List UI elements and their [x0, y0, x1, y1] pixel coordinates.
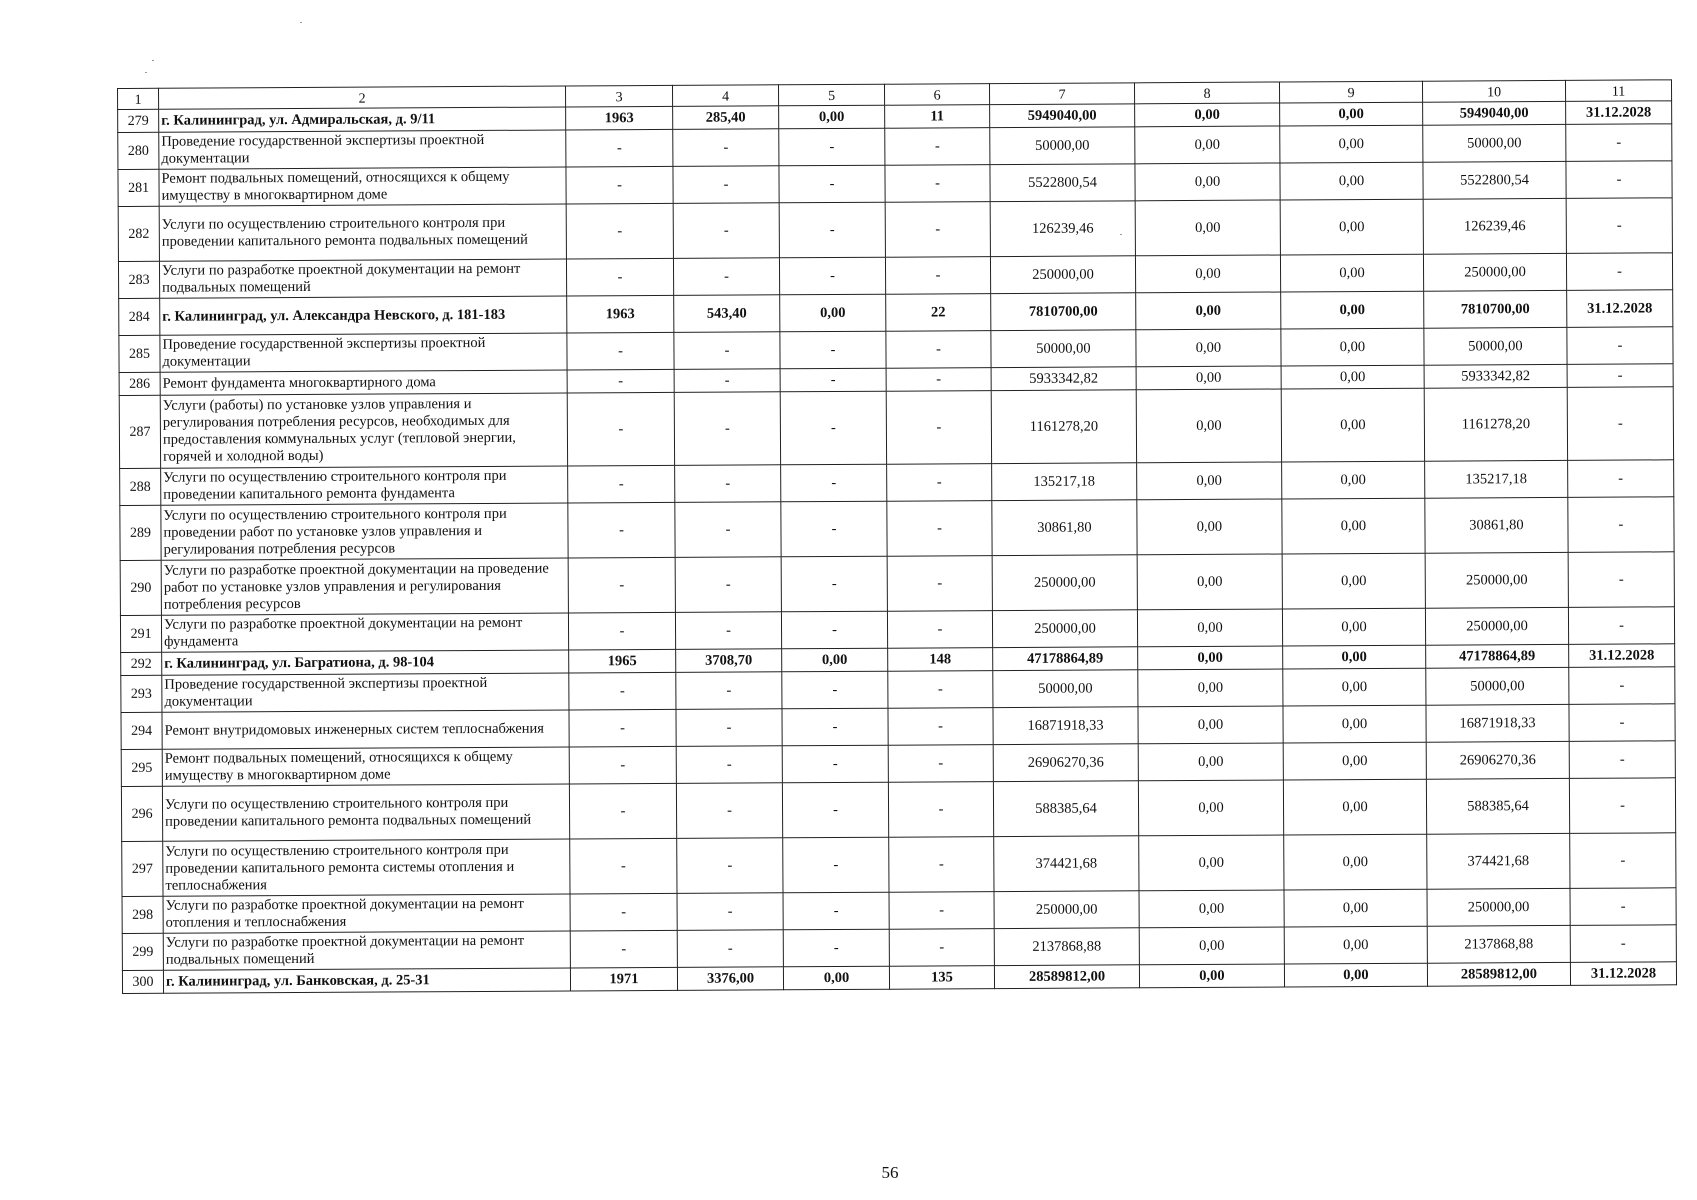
owners-funds-cell: 126239,46	[1423, 198, 1566, 254]
total-cost-cell: 588385,64	[993, 781, 1138, 837]
work-row	[120, 552, 1674, 616]
row-number-cell: 286	[119, 372, 160, 395]
work-row	[119, 387, 1673, 469]
build-year-cell: 1963	[566, 106, 673, 130]
total-cost-cell: 250000,00	[992, 555, 1137, 611]
residential-area-cell: -	[780, 331, 886, 369]
row-number-cell: 285	[119, 335, 160, 372]
total-area-cell: -	[673, 166, 779, 204]
row-number-cell: 282	[118, 206, 159, 261]
owners-funds-cell: 30861,80	[1425, 497, 1568, 553]
residential-area-cell: -	[782, 671, 888, 709]
total-area-cell: -	[676, 672, 782, 710]
build-year-cell: -	[569, 672, 676, 710]
owners-funds-cell: 50000,00	[1426, 667, 1569, 705]
build-year-cell: -	[567, 332, 674, 370]
owners-funds-cell: 135217,18	[1425, 460, 1568, 498]
build-year-cell: -	[570, 930, 677, 968]
residents-count-cell: -	[885, 128, 990, 166]
completion-date-cell: -	[1570, 833, 1676, 889]
completion-date-cell: -	[1567, 364, 1673, 388]
row-number-cell: 290	[120, 560, 161, 615]
row-number-cell: 296	[121, 786, 162, 841]
total-cost-cell: 50000,00	[991, 330, 1136, 368]
fund-support-cell: 0,00	[1136, 329, 1281, 367]
total-cost-cell: 7810700,00	[991, 293, 1136, 331]
work-description-cell: Ремонт внутридомовых инженерных систем теплоснабжения	[162, 710, 569, 749]
residents-count-cell: -	[887, 556, 992, 612]
work-description-cell: Ремонт подвальных помещений, относящихся к общему имуществу в многоквартирном доме	[162, 747, 569, 786]
work-description-cell: Услуги по разработке проектной документации на ремонт подвальных помещений	[159, 259, 566, 298]
residential-area-cell: 0,00	[779, 105, 885, 129]
residential-area-cell: -	[779, 202, 885, 258]
owners-funds-cell: 374421,68	[1427, 833, 1570, 889]
work-description-cell: Услуги по осуществлению строительного контроля при проведении капитального ремонта системы отопления и теплоснабжения	[163, 839, 570, 896]
budget-funds-cell: 0,00	[1282, 553, 1425, 609]
fund-support-cell: 0,00	[1138, 646, 1283, 670]
column-number: 3	[565, 85, 672, 107]
work-description-cell: Проведение государственной экспертизы проектной документации	[159, 130, 566, 169]
table-body	[118, 80, 1677, 994]
total-cost-cell: 50000,00	[990, 127, 1135, 165]
residential-area-cell: -	[783, 892, 889, 930]
total-area-cell: -	[674, 332, 780, 370]
build-year-cell: -	[570, 893, 677, 931]
residential-area-cell: 0,00	[780, 294, 886, 332]
total-area-cell: -	[674, 392, 780, 466]
residential-area-cell: -	[780, 391, 886, 465]
completion-date-cell: -	[1568, 497, 1674, 553]
owners-funds-cell: 1161278,20	[1424, 387, 1567, 461]
page-number: 56	[881, 1163, 899, 1182]
row-number-cell: 293	[121, 675, 162, 712]
total-area-cell: -	[675, 502, 781, 558]
fund-support-cell: 0,00	[1139, 890, 1284, 928]
completion-date-cell: -	[1567, 387, 1673, 461]
budget-funds-cell: 0,00	[1284, 963, 1427, 987]
work-description-cell: Услуги (работы) по установке узлов управления и регулирования потребления ресурсов, необходимых для предоставления коммунальных услуг (тепловой энергии, горячей и холодной воды)	[160, 393, 567, 468]
owners-funds-cell: 5933342,82	[1424, 364, 1567, 388]
residential-area-cell: -	[779, 257, 885, 295]
fund-support-cell: 0,00	[1138, 780, 1283, 836]
budget-funds-cell: 0,00	[1283, 742, 1426, 780]
residents-count-cell: 22	[886, 294, 991, 332]
owners-funds-cell: 50000,00	[1423, 124, 1566, 162]
work-description-cell: Проведение государственной экспертизы проектной документации	[162, 673, 569, 712]
completion-date-cell: -	[1567, 327, 1673, 365]
completion-date-cell: -	[1569, 741, 1675, 779]
column-number: 5	[778, 84, 884, 106]
budget-funds-cell: 0,00	[1282, 461, 1425, 499]
work-row	[120, 497, 1674, 561]
residential-area-cell: 0,00	[783, 966, 889, 990]
work-row	[118, 198, 1672, 262]
residents-count-cell: -	[887, 501, 992, 557]
total-area-cell: 3708,70	[676, 649, 782, 673]
owners-funds-cell: 16871918,33	[1426, 704, 1569, 742]
work-description-cell: Услуги по разработке проектной документации на ремонт подвальных помещений	[163, 931, 570, 970]
completion-date-cell: 31.12.2028	[1570, 962, 1676, 986]
row-number-cell: 291	[120, 615, 161, 652]
build-year-cell: 1965	[569, 649, 676, 673]
work-row	[121, 778, 1675, 842]
residential-area-cell: -	[780, 368, 886, 392]
completion-date-cell: -	[1569, 778, 1675, 834]
total-area-cell: -	[673, 258, 779, 296]
residents-count-cell: -	[885, 202, 990, 258]
residential-area-cell: -	[783, 929, 889, 967]
row-number-cell: 279	[118, 109, 159, 132]
total-cost-cell: 28589812,00	[994, 965, 1139, 989]
row-number-cell: 289	[120, 505, 161, 560]
owners-funds-cell: 588385,64	[1426, 778, 1569, 834]
residential-area-cell: -	[781, 611, 887, 649]
fund-support-cell: 0,00	[1137, 554, 1282, 610]
owners-funds-cell: 250000,00	[1427, 888, 1570, 926]
row-number-cell: 288	[120, 468, 161, 505]
column-number: 9	[1279, 81, 1422, 103]
residential-area-cell: 0,00	[782, 648, 888, 672]
residents-count-cell: 11	[885, 105, 990, 129]
fund-support-cell: 0,00	[1135, 163, 1280, 201]
budget-funds-cell: 0,00	[1281, 365, 1424, 389]
budget-funds-cell: 0,00	[1281, 388, 1424, 462]
residents-count-cell: -	[888, 745, 993, 783]
residents-count-cell: -	[888, 708, 993, 746]
build-year-cell: -	[566, 166, 673, 204]
renovation-works-table	[117, 79, 1677, 994]
total-area-cell: 285,40	[673, 106, 779, 130]
residential-area-cell: -	[781, 464, 887, 502]
total-area-cell: -	[676, 746, 782, 784]
budget-funds-cell: 0,00	[1280, 102, 1423, 126]
completion-date-cell: -	[1566, 253, 1672, 291]
work-description-cell: Услуги по осуществлению строительного контроля при проведении капитального ремонта подвальных помещений	[159, 204, 566, 261]
fund-support-cell: 0,00	[1139, 927, 1284, 965]
completion-date-cell: -	[1566, 124, 1672, 162]
budget-funds-cell: 0,00	[1283, 705, 1426, 743]
residents-count-cell: 148	[888, 648, 993, 672]
row-number-cell: 295	[121, 749, 162, 786]
build-year-cell: -	[566, 129, 673, 167]
build-year-cell: -	[569, 746, 676, 784]
fund-support-cell: 0,00	[1139, 964, 1284, 988]
build-year-cell: 1963	[567, 295, 674, 333]
residents-count-cell: -	[887, 611, 992, 649]
owners-funds-cell: 2137868,88	[1427, 925, 1570, 963]
completion-date-cell: 31.12.2028	[1566, 101, 1672, 125]
fund-support-cell: 0,00	[1135, 103, 1280, 127]
owners-funds-cell: 50000,00	[1424, 327, 1567, 365]
residents-count-cell: -	[888, 671, 993, 709]
row-number-cell: 294	[121, 712, 162, 749]
residential-area-cell: -	[782, 745, 888, 783]
fund-support-cell: 0,00	[1137, 609, 1282, 647]
budget-funds-cell: 0,00	[1284, 834, 1427, 890]
total-cost-cell: 5933342,82	[991, 367, 1136, 391]
completion-date-cell: 31.12.2028	[1569, 644, 1675, 668]
owners-funds-cell: 5949040,00	[1423, 101, 1566, 125]
build-year-cell: -	[566, 203, 673, 259]
total-cost-cell: 5949040,00	[990, 104, 1135, 128]
fund-support-cell: 0,00	[1138, 706, 1283, 744]
build-year-cell: -	[567, 369, 674, 393]
owners-funds-cell: 250000,00	[1425, 552, 1568, 608]
owners-funds-cell: 7810700,00	[1424, 290, 1567, 328]
residents-count-cell: -	[886, 368, 991, 392]
fund-support-cell: 0,00	[1136, 292, 1281, 330]
owners-funds-cell: 28589812,00	[1427, 962, 1570, 986]
total-cost-cell: 30861,80	[992, 500, 1137, 556]
residential-area-cell: -	[781, 501, 887, 557]
build-year-cell: -	[567, 392, 674, 466]
budget-funds-cell: 0,00	[1281, 328, 1424, 366]
fund-support-cell: 0,00	[1136, 389, 1281, 463]
build-year-cell: -	[568, 557, 675, 613]
residents-count-cell: -	[885, 165, 990, 203]
completion-date-cell: -	[1566, 161, 1672, 199]
row-number-cell: 292	[121, 652, 162, 675]
total-area-cell: 543,40	[674, 295, 780, 333]
column-number: 4	[672, 85, 778, 107]
row-number-cell: 299	[122, 933, 163, 970]
residential-area-cell: -	[783, 837, 889, 893]
residents-count-cell: -	[889, 892, 994, 930]
total-cost-cell: 26906270,36	[993, 744, 1138, 782]
total-cost-cell: 126239,46	[990, 201, 1135, 257]
total-area-cell: -	[675, 465, 781, 503]
residents-count-cell: 135	[889, 966, 994, 990]
work-description-cell: Проведение государственной экспертизы проектной документации	[160, 333, 567, 372]
work-description-cell: Ремонт фундамента многоквартирного дома	[160, 370, 567, 395]
column-number: 11	[1565, 80, 1671, 102]
budget-funds-cell: 0,00	[1280, 125, 1423, 163]
total-cost-cell: 250000,00	[992, 610, 1137, 648]
row-number-cell: 297	[122, 841, 163, 896]
row-number-cell: 300	[122, 970, 163, 993]
fund-support-cell: 0,00	[1137, 462, 1282, 500]
total-area-cell: -	[677, 893, 783, 931]
column-number: 2	[159, 86, 566, 109]
column-number: 8	[1134, 82, 1279, 104]
residents-count-cell: -	[886, 391, 991, 465]
budget-funds-cell: 0,00	[1282, 608, 1425, 646]
total-area-cell: -	[676, 783, 782, 839]
budget-funds-cell: 0,00	[1280, 254, 1423, 292]
residential-area-cell: -	[779, 165, 885, 203]
residents-count-cell: -	[888, 782, 993, 838]
fund-support-cell: 0,00	[1135, 200, 1280, 256]
owners-funds-cell: 250000,00	[1425, 607, 1568, 645]
residents-count-cell: -	[887, 464, 992, 502]
total-area-cell: -	[676, 709, 782, 747]
completion-date-cell: -	[1566, 198, 1672, 254]
owners-funds-cell: 5522800,54	[1423, 161, 1566, 199]
work-description-cell: Услуги по осуществлению строительного контроля при проведении капитального ремонта подвальных помещений	[162, 784, 569, 841]
build-year-cell: -	[568, 502, 675, 558]
build-year-cell: -	[566, 258, 673, 296]
total-area-cell: -	[675, 557, 781, 613]
work-description-cell: г. Калининград, ул. Багратиона, д. 98-104	[162, 650, 569, 675]
completion-date-cell: -	[1568, 607, 1674, 645]
total-cost-cell: 135217,18	[992, 463, 1137, 501]
residential-area-cell: -	[782, 708, 888, 746]
total-cost-cell: 50000,00	[993, 670, 1138, 708]
residents-count-cell: -	[886, 331, 991, 369]
fund-support-cell: 0,00	[1137, 499, 1282, 555]
work-description-cell: Услуги по разработке проектной документации на ремонт фундамента	[161, 613, 568, 652]
completion-date-cell: -	[1570, 888, 1676, 926]
total-cost-cell: 1161278,20	[991, 390, 1136, 464]
fund-support-cell: 0,00	[1139, 835, 1284, 891]
total-cost-cell: 5522800,54	[990, 164, 1135, 202]
budget-funds-cell: 0,00	[1284, 926, 1427, 964]
build-year-cell: -	[568, 465, 675, 503]
row-number-cell: 281	[118, 169, 159, 206]
build-year-cell: -	[569, 709, 676, 747]
completion-date-cell: -	[1570, 925, 1676, 963]
work-description-cell: г. Калининград, ул. Банковская, д. 25-31	[163, 968, 570, 993]
work-description-cell: Ремонт подвальных помещений, относящихся к общему имуществу в многоквартирном доме	[159, 167, 566, 206]
fund-support-cell: 0,00	[1138, 669, 1283, 707]
column-number: 10	[1422, 80, 1565, 102]
total-area-cell: -	[677, 838, 783, 894]
owners-funds-cell: 26906270,36	[1426, 741, 1569, 779]
work-description-cell: г. Калининград, ул. Александра Невского, д. 181-183	[160, 296, 567, 335]
build-year-cell: -	[570, 838, 677, 894]
residents-count-cell: -	[885, 257, 990, 295]
row-number-cell: 298	[122, 896, 163, 933]
column-number: 1	[118, 88, 159, 109]
row-number-cell: 283	[118, 261, 159, 298]
work-description-cell: Услуги по разработке проектной документации на ремонт отопления и теплоснабжения	[163, 894, 570, 933]
residential-area-cell: -	[779, 128, 885, 166]
total-area-cell: -	[673, 203, 779, 259]
column-number: 6	[884, 84, 989, 106]
total-cost-cell: 2137868,88	[994, 928, 1139, 966]
completion-date-cell: -	[1568, 552, 1674, 608]
completion-date-cell: -	[1568, 460, 1674, 498]
budget-funds-cell: 0,00	[1280, 199, 1423, 255]
budget-funds-cell: 0,00	[1284, 889, 1427, 927]
work-description-cell: г. Калининград, ул. Адмиральская, д. 9/11	[159, 107, 566, 132]
total-cost-cell: 16871918,33	[993, 707, 1138, 745]
row-number-cell: 280	[118, 132, 159, 169]
work-description-cell: Услуги по осуществлению строительного контроля при проведении капитального ремонта фундамента	[161, 466, 568, 505]
owners-funds-cell: 47178864,89	[1426, 644, 1569, 668]
budget-funds-cell: 0,00	[1283, 779, 1426, 835]
owners-funds-cell: 250000,00	[1423, 253, 1566, 291]
fund-support-cell: 0,00	[1135, 126, 1280, 164]
build-year-cell: -	[569, 783, 676, 839]
residential-area-cell: -	[781, 556, 887, 612]
budget-funds-cell: 0,00	[1282, 498, 1425, 554]
row-number-cell: 287	[119, 395, 160, 468]
build-year-cell: 1971	[570, 967, 677, 991]
budget-funds-cell: 0,00	[1283, 645, 1426, 669]
fund-support-cell: 0,00	[1136, 366, 1281, 390]
total-cost-cell: 250000,00	[994, 891, 1139, 929]
completion-date-cell: 31.12.2028	[1567, 290, 1673, 328]
residents-count-cell: -	[889, 837, 994, 893]
total-area-cell: -	[674, 369, 780, 393]
work-description-cell: Услуги по осуществлению строительного контроля при проведении работ по установке узлов управления и регулирования потребления ресурсов	[161, 503, 568, 560]
budget-funds-cell: 0,00	[1280, 162, 1423, 200]
completion-date-cell: -	[1569, 667, 1675, 705]
completion-date-cell: -	[1569, 704, 1675, 742]
total-cost-cell: 250000,00	[990, 256, 1135, 294]
work-description-cell: Услуги по разработке проектной документации на проведение работ по установке узлов управления и регулирования потребления ресурсов	[161, 558, 568, 615]
build-year-cell: -	[568, 612, 675, 650]
total-cost-cell: 47178864,89	[993, 647, 1138, 671]
total-area-cell: -	[677, 930, 783, 968]
total-area-cell: -	[673, 129, 779, 167]
row-number-cell: 284	[119, 298, 160, 335]
total-area-cell: -	[675, 612, 781, 650]
fund-support-cell: 0,00	[1135, 255, 1280, 293]
fund-support-cell: 0,00	[1138, 743, 1283, 781]
budget-funds-cell: 0,00	[1283, 668, 1426, 706]
budget-funds-cell: 0,00	[1281, 291, 1424, 329]
residents-count-cell: -	[889, 929, 994, 967]
total-area-cell: 3376,00	[677, 967, 783, 991]
column-number: 7	[989, 83, 1134, 105]
residential-area-cell: -	[782, 782, 888, 838]
total-cost-cell: 374421,68	[994, 836, 1139, 892]
work-row	[122, 833, 1676, 897]
